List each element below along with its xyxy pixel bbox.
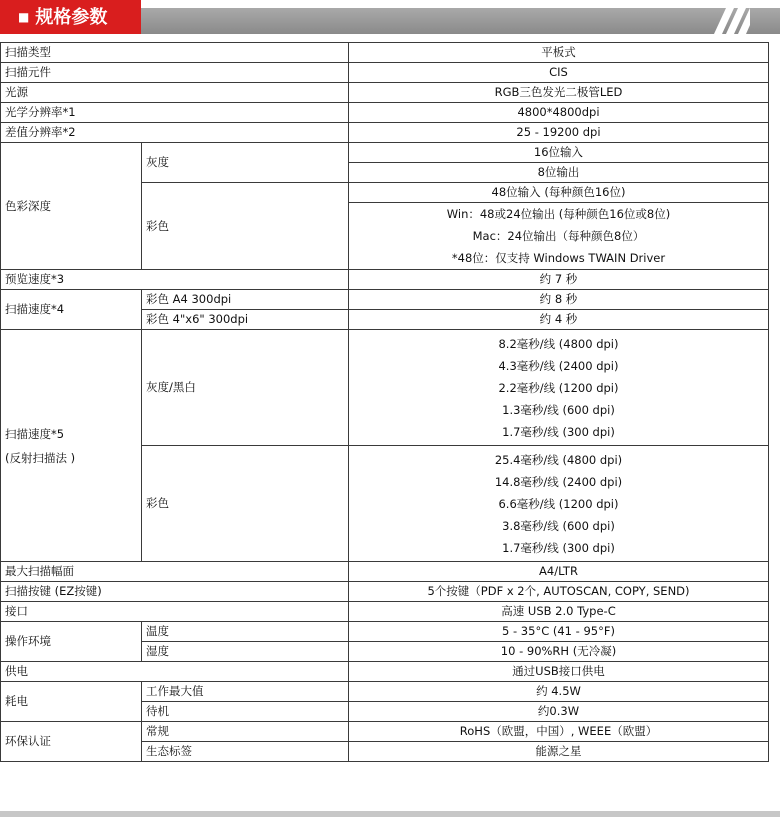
spec-value: RoHS（欧盟，中国）, WEEE（欧盟） bbox=[349, 722, 769, 742]
spec-label: 预览速度*3 bbox=[1, 270, 349, 290]
spec-value: 16位输入 bbox=[349, 143, 769, 163]
spec-value: 48位输入 (每种颜色16位) bbox=[349, 183, 769, 203]
spec-label: 色彩深度 bbox=[1, 143, 142, 270]
spec-sublabel: 工作最大值 bbox=[142, 682, 349, 702]
spec-line: 4.3毫秒/线 (2400 dpi) bbox=[498, 358, 619, 373]
spec-value: CIS bbox=[349, 63, 769, 83]
spec-label: 扫描元件 bbox=[1, 63, 349, 83]
spec-line: 1.3毫秒/线 (600 dpi) bbox=[502, 402, 615, 417]
spec-label: 环保认证 bbox=[1, 722, 142, 762]
square-bullet-icon: ■ bbox=[18, 10, 30, 24]
spec-sublabel: 常规 bbox=[142, 722, 349, 742]
spec-label: 操作环境 bbox=[1, 622, 142, 662]
spec-label: 扫描按键 (EZ按键) bbox=[1, 582, 349, 602]
spec-label: 扫描速度*4 bbox=[1, 290, 142, 330]
spec-value: 高速 USB 2.0 Type-C bbox=[349, 602, 769, 622]
spec-label: 光源 bbox=[1, 83, 349, 103]
table-row bbox=[1, 562, 769, 582]
spec-label-line: (反射扫描法 ) bbox=[5, 450, 76, 465]
bottom-divider bbox=[0, 811, 780, 817]
spec-value: 能源之星 bbox=[349, 742, 769, 762]
spec-value: 10 - 90%RH (无冷凝) bbox=[349, 642, 769, 662]
spec-value: 约0.3W bbox=[349, 702, 769, 722]
spec-table bbox=[0, 42, 769, 762]
spec-value: A4/LTR bbox=[349, 562, 769, 582]
spec-value: 25 - 19200 dpi bbox=[349, 123, 769, 143]
spec-line: 1.7毫秒/线 (300 dpi) bbox=[502, 424, 615, 439]
spec-value-multiline bbox=[349, 203, 769, 270]
spec-label bbox=[1, 330, 142, 562]
table-row bbox=[1, 290, 769, 310]
table-row bbox=[1, 83, 769, 103]
spec-label: 最大扫描幅面 bbox=[1, 562, 349, 582]
spec-line: 3.8毫秒/线 (600 dpi) bbox=[502, 518, 615, 533]
spec-value: 8位输出 bbox=[349, 163, 769, 183]
spec-value: RGB三色发光二极管LED bbox=[349, 83, 769, 103]
spec-line: Win：48或24位输出 (每种颜色16位或8位) bbox=[446, 207, 671, 221]
spec-sublabel: 彩色 bbox=[142, 183, 349, 270]
table-row bbox=[1, 270, 769, 290]
spec-sublabel: 彩色 bbox=[142, 446, 349, 562]
table-row bbox=[1, 582, 769, 602]
spec-value: 5个按键（PDF x 2个, AUTOSCAN, COPY, SEND) bbox=[349, 582, 769, 602]
spec-label: 扫描类型 bbox=[1, 43, 349, 63]
table-row bbox=[1, 602, 769, 622]
spec-value: 约 4 秒 bbox=[349, 310, 769, 330]
spec-line: 2.2毫秒/线 (1200 dpi) bbox=[498, 380, 619, 395]
spec-sublabel: 生态标签 bbox=[142, 742, 349, 762]
section-header bbox=[0, 0, 780, 34]
spec-label: 耗电 bbox=[1, 682, 142, 722]
diagonal-stripes-icon bbox=[700, 8, 750, 34]
spec-line: 14.8毫秒/线 (2400 dpi) bbox=[494, 474, 623, 489]
section-title: ■ 规格参数 bbox=[18, 7, 108, 28]
spec-sublabel: 待机 bbox=[142, 702, 349, 722]
spec-value: 通过USB接口供电 bbox=[349, 662, 769, 682]
spec-value: 约 4.5W bbox=[349, 682, 769, 702]
table-row bbox=[1, 43, 769, 63]
spec-line: 25.4毫秒/线 (4800 dpi) bbox=[494, 452, 623, 467]
table-row bbox=[1, 103, 769, 123]
spec-label: 差值分辨率*2 bbox=[1, 123, 349, 143]
header-title-tab bbox=[0, 0, 141, 34]
spec-line: Mac：24位输出（每种颜色8位） bbox=[472, 229, 645, 243]
spec-sublabel: 彩色 A4 300dpi bbox=[142, 290, 349, 310]
spec-value: 约 7 秒 bbox=[349, 270, 769, 290]
spec-value-multiline bbox=[349, 330, 769, 446]
spec-value: 5 - 35°C (41 - 95°F) bbox=[349, 622, 769, 642]
spec-label: 供电 bbox=[1, 662, 349, 682]
spec-label: 光学分辨率*1 bbox=[1, 103, 349, 123]
spec-sublabel: 灰度/黑白 bbox=[142, 330, 349, 446]
spec-sublabel: 温度 bbox=[142, 622, 349, 642]
table-row bbox=[1, 682, 769, 702]
spec-value-multiline bbox=[349, 446, 769, 562]
spec-value: 约 8 秒 bbox=[349, 290, 769, 310]
spec-sublabel: 湿度 bbox=[142, 642, 349, 662]
spec-sublabel: 彩色 4"x6" 300dpi bbox=[142, 310, 349, 330]
table-row bbox=[1, 143, 769, 163]
table-row bbox=[1, 330, 769, 446]
spec-label: 接口 bbox=[1, 602, 349, 622]
spec-label-line: 扫描速度*5 bbox=[5, 426, 65, 441]
spec-sublabel: 灰度 bbox=[142, 143, 349, 183]
table-row bbox=[1, 662, 769, 682]
table-row bbox=[1, 622, 769, 642]
table-row bbox=[1, 63, 769, 83]
spec-value: 平板式 bbox=[349, 43, 769, 63]
spec-line: 6.6毫秒/线 (1200 dpi) bbox=[498, 496, 619, 511]
spec-line: *48位：仅支持 Windows TWAIN Driver bbox=[451, 251, 666, 265]
spec-line: 1.7毫秒/线 (300 dpi) bbox=[502, 540, 615, 555]
table-row bbox=[1, 123, 769, 143]
table-row bbox=[1, 722, 769, 742]
spec-line: 8.2毫秒/线 (4800 dpi) bbox=[498, 336, 619, 351]
spec-value: 4800*4800dpi bbox=[349, 103, 769, 123]
